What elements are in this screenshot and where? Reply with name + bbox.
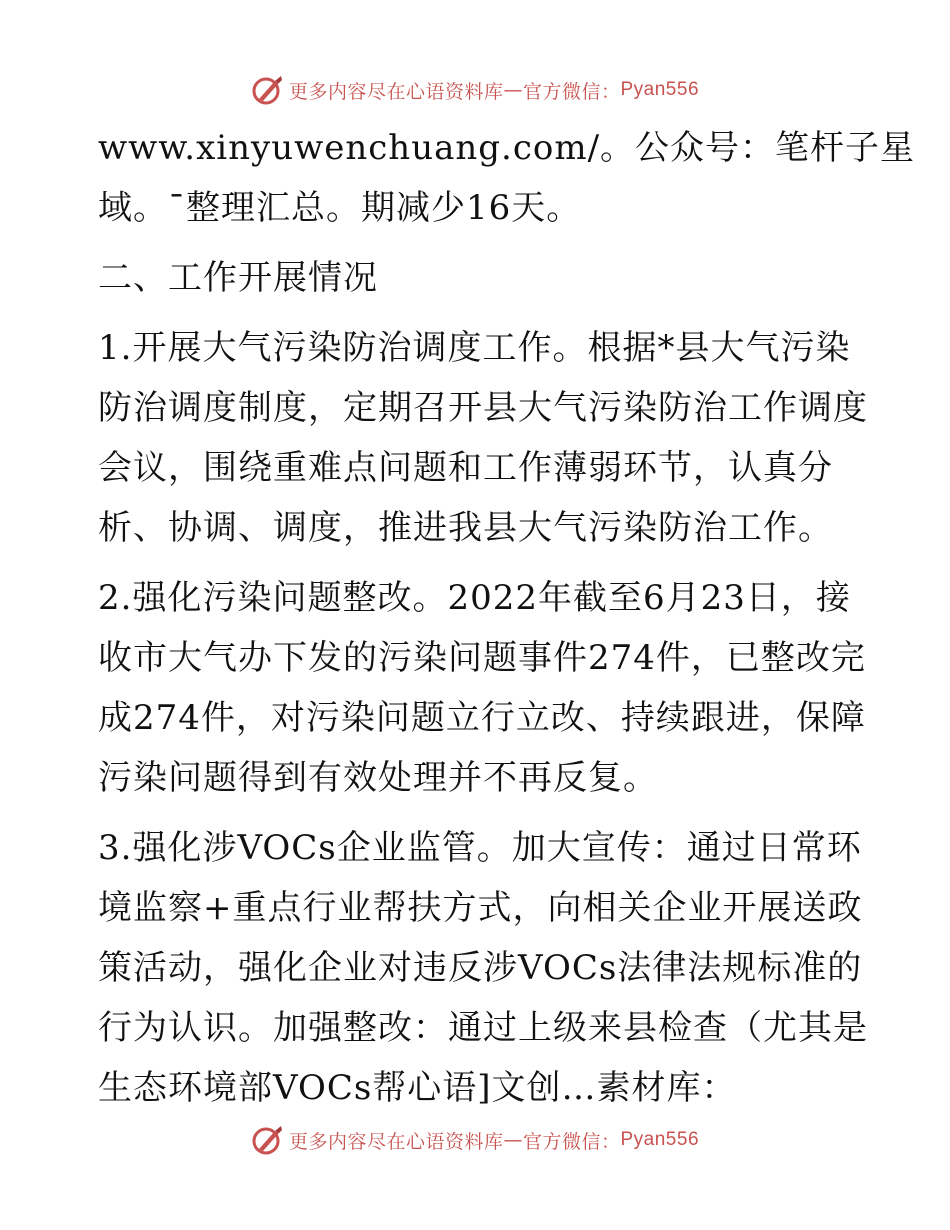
- paragraph-item-2: [98, 568, 866, 808]
- pen-logo-icon: [251, 73, 285, 107]
- text-line: 策活动，强化企业对违反涉VOCs法律法规标准的: [98, 948, 863, 988]
- footer-watermark: [0, 1120, 950, 1160]
- text-line: 行为认识。加强整改：通过上级来县检查（尤其是: [98, 1008, 868, 1048]
- paragraph-item-1: [98, 318, 868, 558]
- pen-logo-icon: [251, 1123, 285, 1157]
- text-line: 析、协调、调度，推进我县大气污染防治工作。: [98, 508, 833, 548]
- text-line: 污染问题得到有效处理并不再反复。: [98, 758, 658, 798]
- heading-line: 二、工作开展情况: [98, 258, 378, 298]
- text-line: 域。¯整理汇总。期减少16天。: [98, 188, 582, 228]
- watermark-suffix: 官方微信：: [522, 80, 621, 103]
- text-line: 会议，围绕重难点问题和工作薄弱环节，认真分: [98, 448, 833, 488]
- watermark-dash: —: [503, 1129, 523, 1151]
- watermark-dash: —: [503, 79, 523, 101]
- text-line: 2.强化污染问题整改。2022年截至6月23日，接: [98, 578, 851, 618]
- watermark-prefix: 更多内容尽在心语资料库: [288, 80, 504, 103]
- watermark-suffix: 官方微信：: [522, 1130, 621, 1153]
- watermark-prefix: 更多内容尽在心语资料库: [288, 1130, 504, 1153]
- paragraph-intro-fragment: [98, 118, 916, 238]
- text-line: 成274件，对污染问题立行立改、持续跟进，保障: [98, 698, 866, 738]
- text-line: 防治调度制度，定期召开县大气污染防治工作调度: [98, 388, 868, 428]
- text-line: 生态环境部VOCs帮心语]文创…素材库：: [98, 1068, 737, 1108]
- document-body: [98, 118, 916, 1118]
- text-line: 境监察+重点行业帮扶方式，向相关企业开展送政: [98, 888, 863, 928]
- text-line: www.xinyuwenchuang.com/。公众号：笔杆子星: [98, 128, 916, 168]
- text-line: 收市大气办下发的污染问题事件274件，已整改完: [98, 638, 866, 678]
- header-watermark: [0, 70, 950, 110]
- watermark-account: Pyan556: [620, 79, 700, 100]
- text-line: 1.开展大气污染防治调度工作。根据*县大气污染: [98, 328, 851, 368]
- section-heading: [98, 248, 858, 308]
- watermark-account: Pyan556: [620, 1129, 700, 1150]
- text-line: 3.强化涉VOCs企业监管。加大宣传：通过日常环: [98, 828, 862, 868]
- paragraph-item-3: [98, 818, 868, 1118]
